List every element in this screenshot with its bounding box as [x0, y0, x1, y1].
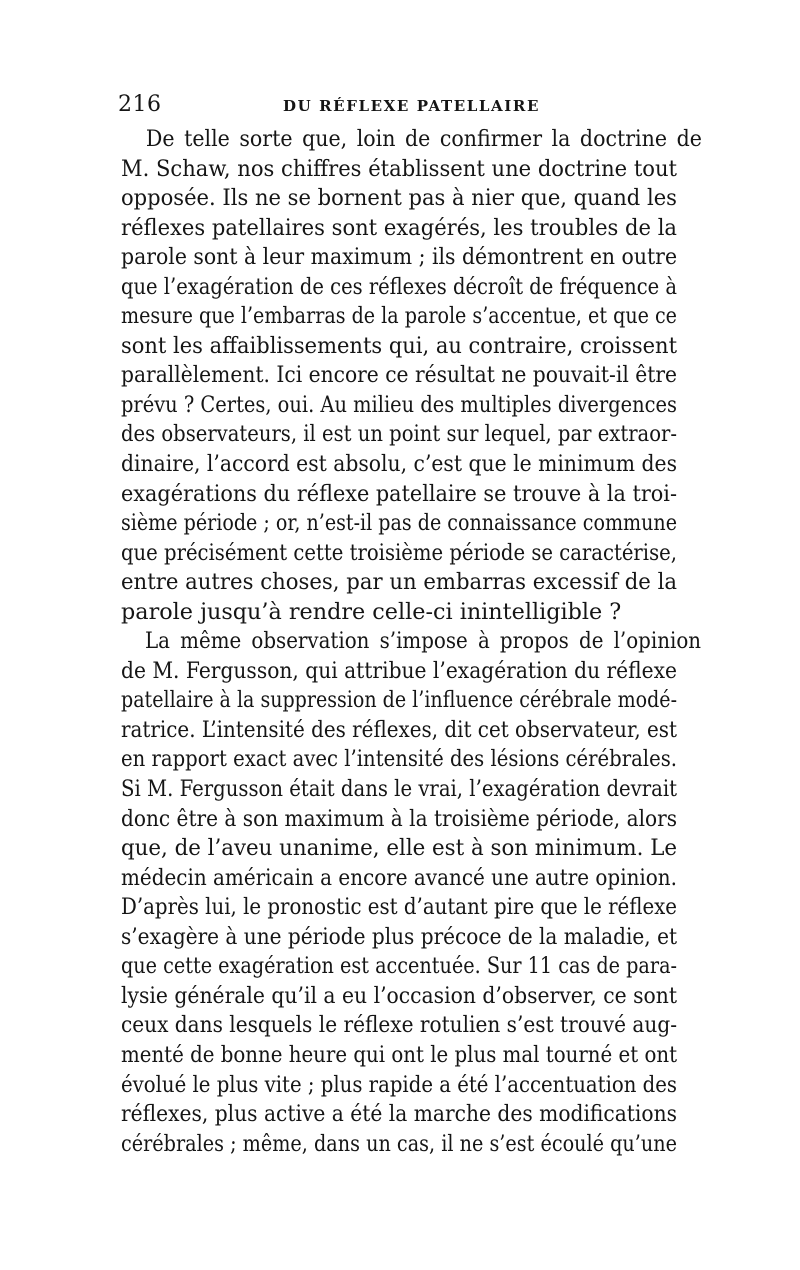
text-line: menté de bonne heure qui ont le plus mal tourné et ont	[121, 1041, 678, 1068]
text-line: parallèlement. Ici encore ce résultat ne pouvait-il être	[121, 362, 678, 389]
text-line: cérébrales ; même, dans un cas, il ne s’est écoulé qu’une	[121, 1130, 678, 1157]
running-title: DU RÉFLEXE PATELLAIRE	[283, 97, 540, 115]
text-line: de M. Fergusson, qui attribue l’exagération du réflexe	[121, 657, 677, 684]
text-line: que l’exagération de ces réflexes décroît de fréquence à	[121, 273, 677, 300]
text-line: médecin américain a encore avancé une autre opinion.	[121, 864, 678, 891]
text-line: évolué le plus vite ; plus rapide a été l’accentuation des	[121, 1071, 678, 1098]
text-line: patellaire à la suppression de l’influence cérébrale modé-	[121, 687, 678, 714]
text-line: des observateurs, il est un point sur lequel, par extraor-	[121, 421, 677, 448]
text-line: réflexes patellaires sont exagérés, les troubles de la	[121, 214, 678, 241]
text-line: ratrice. L’intensité des réflexes, dit cet observateur, est	[121, 716, 677, 743]
text-line: que cette exagération est accentuée. Sur 11 cas de para-	[121, 953, 678, 980]
text-line: dinaire, l’accord est absolu, c’est que le minimum des	[121, 451, 678, 478]
text-line: entre autres choses, par un embarras excessif de la	[121, 569, 677, 596]
page-number: 216	[118, 92, 162, 117]
text-line: ceux dans lesquels le réflexe rotulien s’est trouvé aug-	[121, 1012, 678, 1039]
text-line: lysie générale qu’il a eu l’occasion d’observer, ce sont	[121, 982, 678, 1009]
text-line: De telle sorte que, loin de confirmer la doctrine de	[145, 126, 702, 152]
paragraph-start-line: La même observation s’impose à propos de l’opinion	[145, 628, 702, 655]
text-line: M. Schaw, nos chiffres établissent une doctrine tout	[121, 155, 678, 182]
text-line: donc être à son maximum à la troisième période, alors	[121, 805, 678, 832]
text-line: mesure que l’embarras de la parole s’accentue, et que ce	[121, 303, 677, 330]
text-line: que, de l’aveu unanime, elle est à son minimum. Le	[121, 835, 678, 862]
paragraph-end-line: parole jusqu’à rendre celle-ci inintelligible ?	[121, 598, 622, 625]
text-line: parole sont à leur maximum ; ils démontrent en outre	[121, 244, 678, 271]
text-line: opposée. Ils ne se bornent pas à nier que, quand les	[121, 185, 677, 212]
text-line: sont les affaiblissements qui, au contraire, croissent	[121, 332, 678, 359]
text-line: que précisément cette troisième période se caractérise,	[121, 539, 677, 566]
text-line: sième période ; or, n’est-il pas de connaissance commune	[121, 510, 677, 537]
text-line: s’exagère à une période plus précoce de la maladie, et	[121, 923, 678, 950]
text-line: en rapport exact avec l’intensité des lésions cérébrales.	[121, 746, 678, 773]
text-line: D’après lui, le pronostic est d’autant pire que le réflexe	[121, 894, 677, 921]
body-text	[121, 125, 702, 1159]
text-line: réflexes, plus active a été la marche des modifications	[121, 1101, 677, 1128]
text-line: exagérations du réflexe patellaire se trouve à la troi-	[121, 480, 677, 507]
text-line: prévu ? Certes, oui. Au milieu des multiples divergences	[121, 391, 677, 418]
text-line: Si M. Fergusson était dans le vrai, l’exagération devrait	[121, 776, 678, 803]
page-header	[118, 92, 678, 122]
